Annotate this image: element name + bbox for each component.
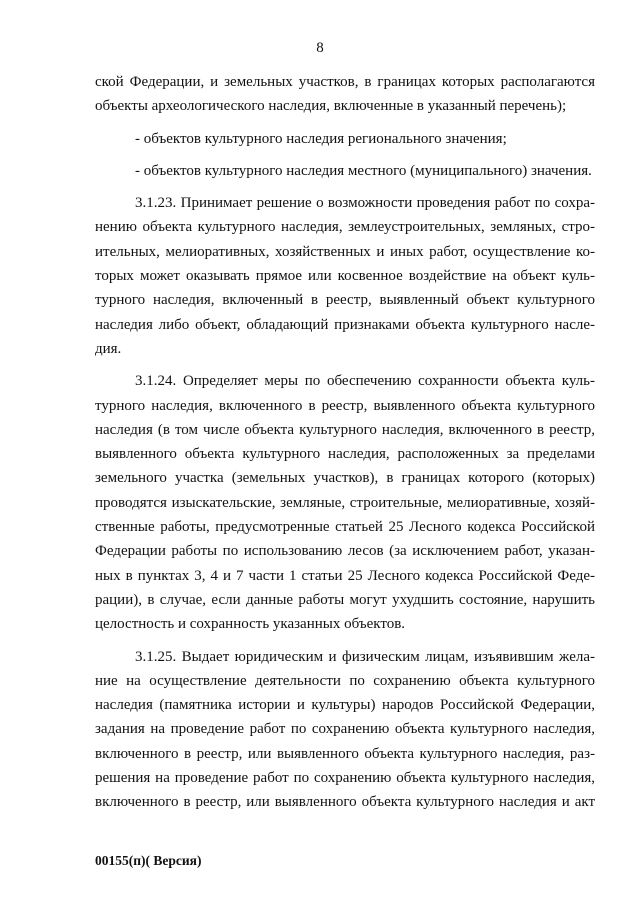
text-line: земельного участка (земельных участков), в границах которого (которых) xyxy=(95,470,595,487)
paragraph-3-1-24 xyxy=(95,369,595,636)
text-line: торых может оказывать прямое или косвенное воздействие на объект куль- xyxy=(95,268,595,285)
text-line: рации), в случае, если данные работы могут ухудшить состояние, нарушить xyxy=(95,591,595,608)
text-line: включенного в реестр, или выявленного объекта культурного наследия и акт xyxy=(95,794,595,811)
text-line: наследия (в том числе объекта культурного наследия, включенного в реестр, xyxy=(95,421,595,438)
text-line: выявленного объекта культурного наследия, расположенных за пределами xyxy=(95,446,595,463)
text-line: ской Федерации, и земельных участков, в границах которых располагаются xyxy=(95,74,595,90)
text-line: ственные работы, предусмотренные статьей 25 Лесного кодекса Российской xyxy=(95,519,595,536)
text-line: 3.1.25. Выдает юридическим и физическим лицам, изъявившим жела- xyxy=(135,648,595,665)
text-line: ние на осуществление деятельности по сохранению объекта культурного xyxy=(95,672,595,689)
text-line: - объектов культурного наследия местного (муниципального) значения. xyxy=(135,162,592,179)
text-line: решения на проведение работ по сохранению объекта культурного наследия, xyxy=(95,770,595,787)
text-line: наследия либо объект, обладающий признаками объекта культурного насле- xyxy=(95,316,595,333)
document-body xyxy=(95,70,595,815)
paragraph-continuation xyxy=(95,70,595,119)
paragraph-3-1-23 xyxy=(95,191,595,361)
text-line: дия. xyxy=(95,340,122,357)
text-line: ных в пунктах 3, 4 и 7 части 1 статьи 25 Лесного кодекса Российской Феде- xyxy=(95,567,595,584)
text-line: ительных, мелиоративных, хозяйственных и иных работ, осуществление ко- xyxy=(95,243,595,260)
list-item-regional xyxy=(95,127,595,151)
text-line: проводятся изыскательские, земляные, строительные, мелиоративные, хозяй- xyxy=(95,494,595,511)
paragraph-3-1-25 xyxy=(95,645,595,815)
text-line: 3.1.24. Определяет меры по обеспечению сохранности объекта куль- xyxy=(135,373,595,390)
page-number: 8 xyxy=(316,40,324,56)
text-line: включенного в реестр, или выявленного объекта культурного наследия, раз- xyxy=(95,745,595,762)
text-line: нению объекта культурного наследия, землеустроительных, земляных, стро- xyxy=(95,219,595,236)
text-line: Федерации работы по использованию лесов (за исключением работ, указан- xyxy=(95,543,595,560)
text-line: целостность и сохранность указанных объектов. xyxy=(95,616,406,633)
document-footer-code: 00155(п)( Версия) xyxy=(95,853,202,868)
text-line: 3.1.23. Принимает решение о возможности проведения работ по сохра- xyxy=(135,195,595,212)
text-line: объекты археологического наследия, включенные в указанный перечень); xyxy=(95,98,567,115)
list-item-local xyxy=(95,159,595,183)
text-line: - объектов культурного наследия регионального значения; xyxy=(135,130,507,147)
text-line: наследия (памятника истории и культуры) народов Российской Федерации, xyxy=(95,697,595,714)
text-line: турного наследия, включенный в реестр, выявленный объект культурного xyxy=(95,292,595,309)
text-line: задания на проведение работ по сохранению объекта культурного наследия, xyxy=(95,721,595,738)
text-line: турного наследия, включенного в реестр, выявленного объекта культурного xyxy=(95,397,595,414)
